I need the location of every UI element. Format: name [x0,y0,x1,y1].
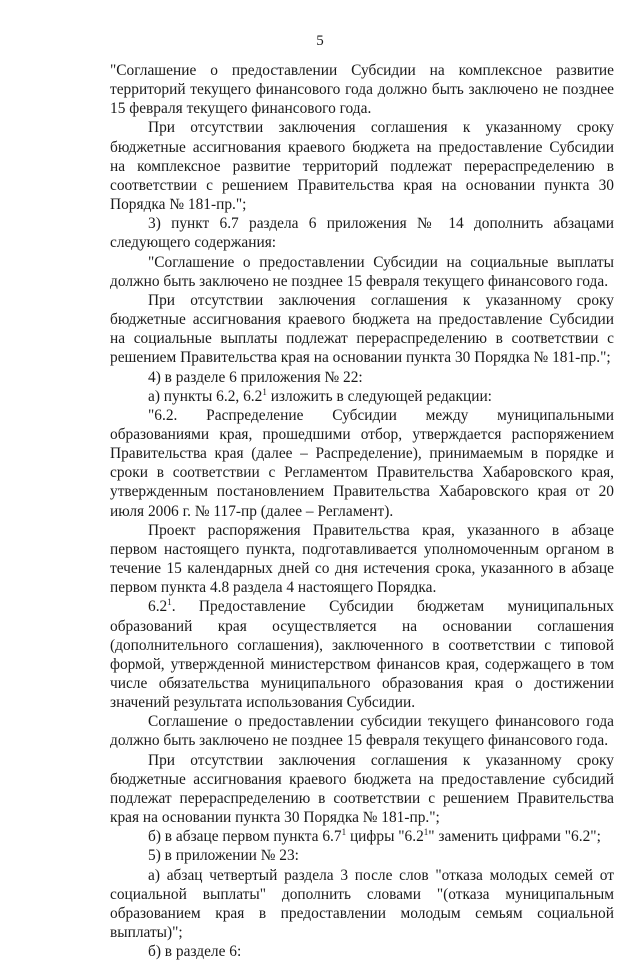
paragraph [110,846,614,865]
text-run: б) в абзаце первом пункта 6.7 [148,828,342,846]
text-run: "Соглашение о предоставлении Субсидии на комплексное развитие территорий текущего финансового года должно быть заключено не позднее 15 февраля текущего финансового года. [110,62,614,118]
text-run: Проект распоряжения Правительства края, указанного в абзаце первом настоящего пункта, подготавливается уполномоченным органом в течение 15 календарных дней со дня истечения срока, указанного в абзаце первом пункта 4.8 раздела 4 настоящего Порядка. [110,521,614,597]
text-run: 6.2 [148,598,168,616]
paragraph [110,291,614,368]
text-run: цифры "6.2 [346,828,424,846]
superscript: 1 [423,827,429,838]
text-run: изложить в следующей редакции: [266,387,492,405]
text-run: 4) в разделе 6 приложения № 22: [148,368,363,386]
text-run: " заменить цифрами "6.2"; [428,828,601,846]
paragraph [110,942,614,961]
page-number: 5 [316,33,324,49]
paragraph [110,406,614,521]
text-run: "Соглашение о предоставлении Субсидии на социальные выплаты должно быть заключено не позднее 15 февраля текущего финансового года. [110,253,614,290]
paragraph [110,214,614,252]
text-run: б) в разделе 6: [148,943,242,961]
text-run: . Предоставление Субсидии бюджетам муниципальных образований края осуществляется на основании соглашения (дополнительного соглашения), заключенного в соответствии с типовой формой, утвержденной министерством финансов края, содержащего в том числе обязательства муниципального образования края о достижении значений результата использования Субсидии. [110,598,614,712]
text-run: 3) пункт 6.7 раздела 6 приложения № 14 дополнить абзацами следующего содержания: [110,215,614,252]
paragraph [110,61,614,118]
paragraph [110,712,614,750]
superscript: 1 [262,386,267,397]
paragraph [110,597,614,712]
paragraph [110,827,614,846]
text-run: Соглашение о предоставлении субсидии текущего финансового года должно быть заключено не позднее 15 февраля текущего финансового года. [110,713,614,750]
paragraph [110,118,614,214]
paragraph [110,368,614,387]
paragraph [110,521,614,598]
paragraph [110,866,614,943]
paragraph [110,253,614,291]
paragraph [110,387,614,406]
text-run: При отсутствии заключения соглашения к указанному сроку бюджетные ассигнования краевого бюджета на предоставление Субсидии на социальные выплаты подлежат перераспределению в соответствии с решением Правительства края на основании пункта 30 Порядка № 181-пр."; [110,291,614,367]
text-run: а) пункты 6.2, 6.2 [148,387,263,405]
superscript: 1 [341,827,347,838]
text-run: 5) в приложении № 23: [148,847,299,865]
text-run: При отсутствии заключения соглашения к указанному сроку бюджетные ассигнования краевого бюджета на предоставление субсидий подлежат перераспределению в соответствии с решением Правительства края на основании пункта 30 Порядка № 181-пр."; [110,751,614,827]
text-run: "6.2. Распределение Субсидии между муниципальными образованиями края, прошедшими отбор, утверждается распоряжением Правительства края (далее – Распределение), принимаемым в порядке и сроки в соответствии с Регламентом Правительства Хабаровского края, утвержденным постановлением Правительства Хабаровского края от 20 июля 2006 г. № 117-пр (далее – Регламент). [110,406,614,520]
superscript: 1 [167,597,172,608]
text-run: а) абзац четвертый раздела 3 после слов "отказа молодых семей от социальной выплаты" дополнить словами "(отказа муниципальным образованием края в предоставлении молодым семьям социальной выплаты)"; [110,866,614,942]
text-run: При отсутствии заключения соглашения к указанному сроку бюджетные ассигнования краевого бюджета на предоставление Субсидии на комплексное развитие территорий подлежат перераспределению в соответствии с решением Правительства края на основании пункта 30 Порядка № 181-пр."; [110,119,614,214]
document-body [110,61,614,961]
paragraph [110,751,614,828]
